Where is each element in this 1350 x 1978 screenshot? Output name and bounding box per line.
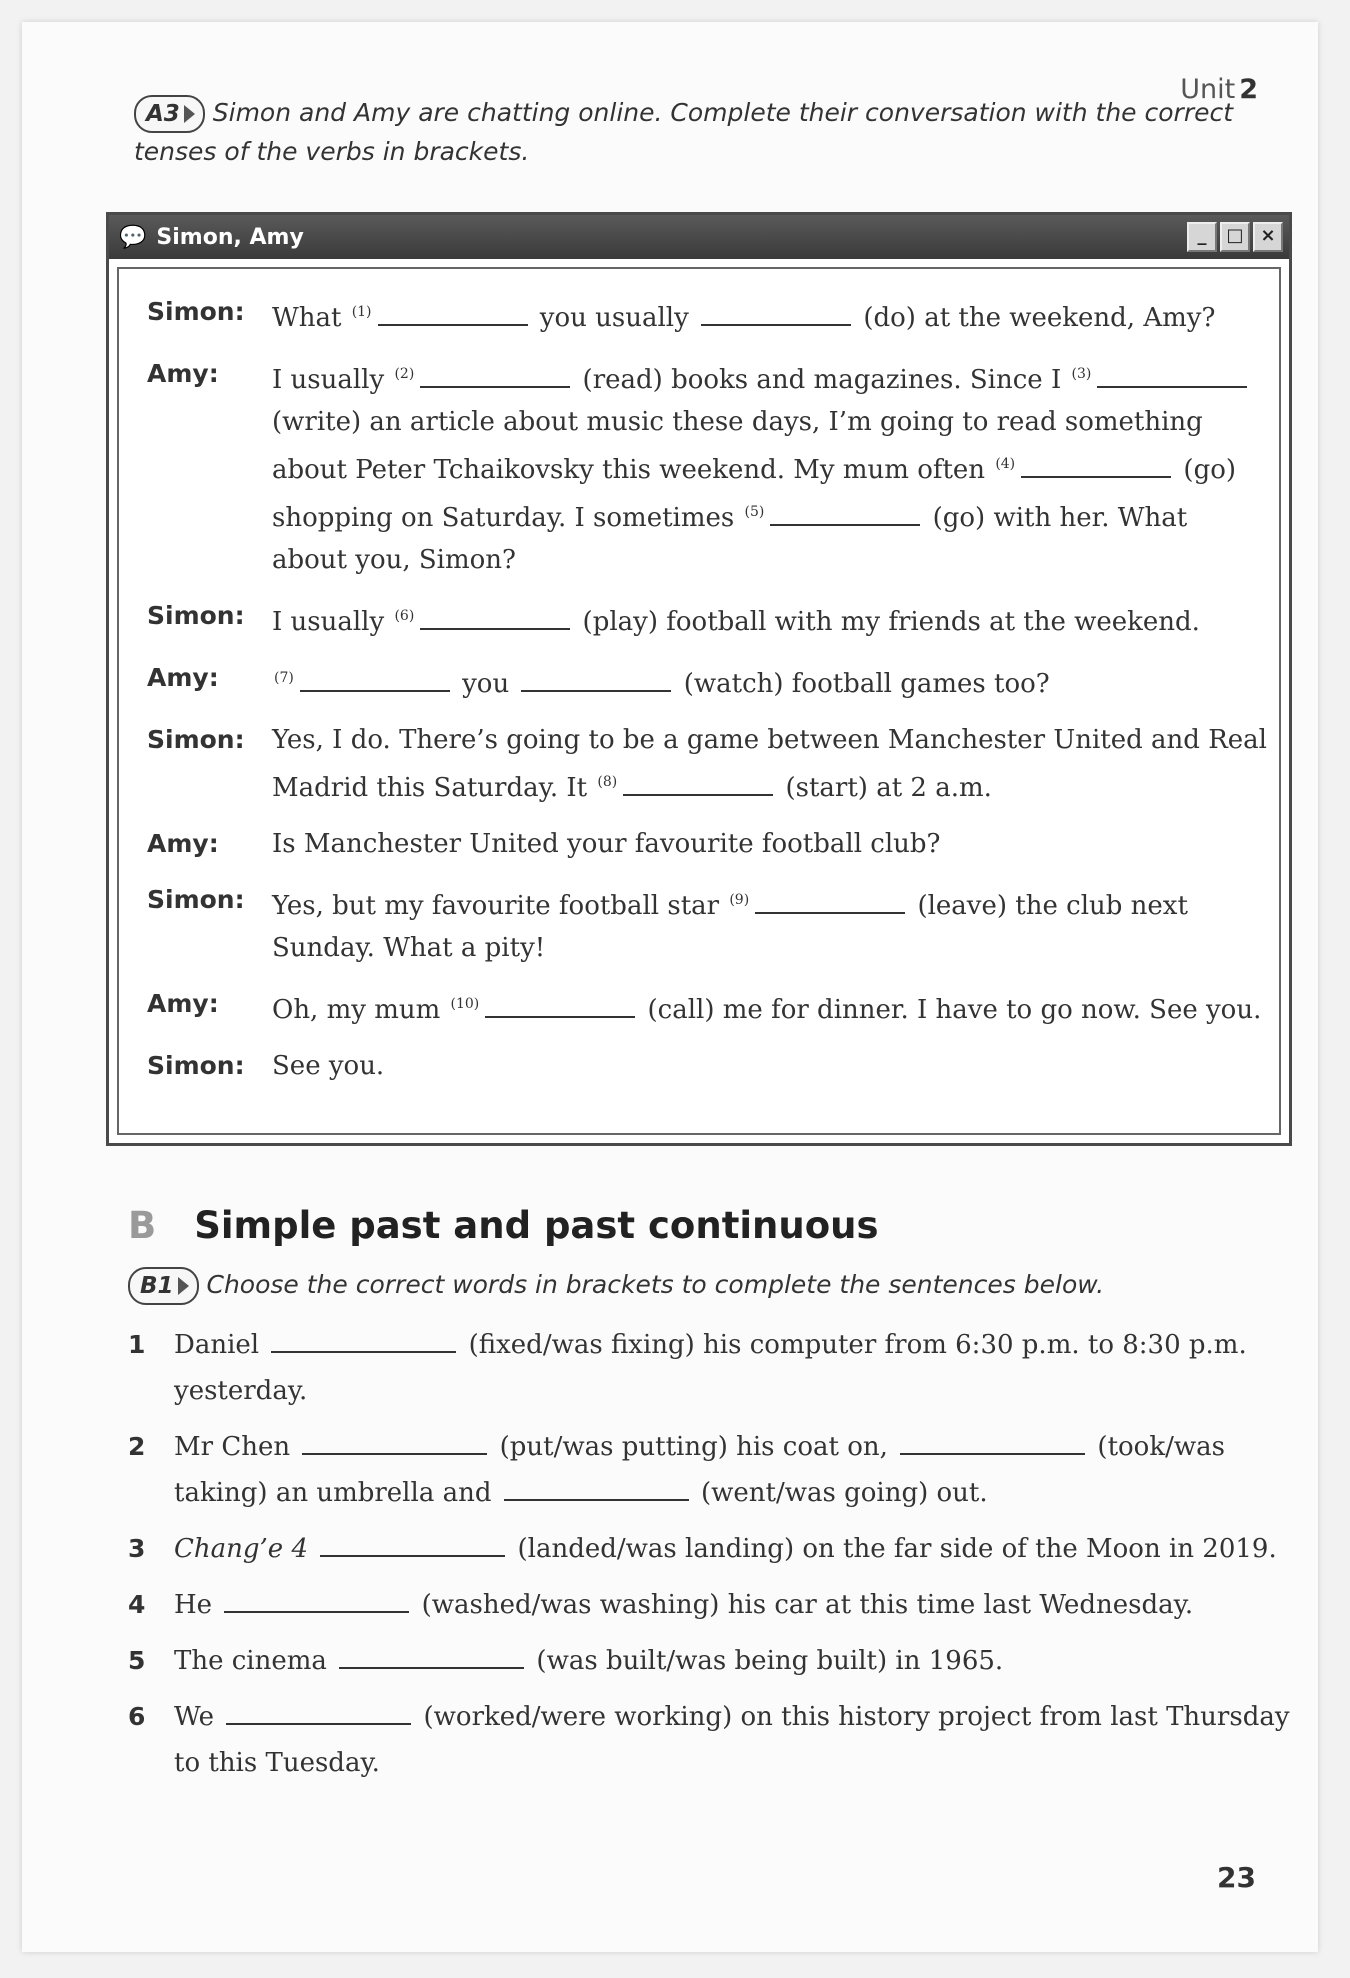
unit-number: 2 — [1239, 74, 1258, 105]
answer-blank[interactable] — [504, 1477, 689, 1501]
blank-number: (6) — [394, 608, 415, 624]
text-segment: (landed/was landing) on the far side of the Moon in 2019. — [509, 1534, 1277, 1564]
blank-number: (2) — [394, 366, 415, 382]
italic-text: Chang’e 4 — [174, 1534, 308, 1564]
section-letter: B — [128, 1204, 157, 1247]
text-segment: He — [174, 1590, 221, 1620]
blank-number: (7) — [274, 670, 294, 686]
text-segment: (leave) the club next Sunday. What a pity! — [272, 891, 1188, 963]
chat-message — [272, 291, 1215, 339]
section-title: Simple past and past continuous — [194, 1204, 879, 1247]
answer-blank[interactable] — [1021, 454, 1171, 478]
window-controls — [1187, 222, 1283, 252]
answer-blank[interactable] — [900, 1431, 1085, 1455]
badge-label: A3 — [146, 101, 180, 127]
item-number: 6 — [128, 1702, 146, 1731]
item-sentence — [174, 1526, 1277, 1572]
item-sentence — [174, 1638, 1003, 1684]
item-sentence — [174, 1694, 1298, 1786]
answer-blank[interactable] — [302, 1431, 487, 1455]
chat-message — [272, 823, 940, 865]
chat-line — [147, 353, 1267, 581]
text-segment: (was built/was being built) in 1965. — [528, 1646, 1004, 1676]
item-number: 2 — [128, 1432, 146, 1461]
answer-blank[interactable] — [226, 1701, 411, 1725]
text-segment: (go) shopping on Saturday. I sometimes — [272, 455, 1237, 533]
text-segment: (call) me for dinner. I have to go now. See you. — [639, 995, 1262, 1025]
chat-message — [272, 657, 1050, 705]
text-segment: (write) an article about music these days, I’m going to read something about Peter Tchaikovsky this weekend. My mum often — [272, 407, 1203, 485]
text-segment: (took/was taking) an umbrella and — [174, 1432, 1225, 1508]
speaker-name: Simon: — [147, 1051, 245, 1080]
chat-line — [147, 1045, 1267, 1087]
answer-blank[interactable] — [755, 890, 905, 914]
answer-blank[interactable] — [339, 1645, 524, 1669]
answer-blank[interactable] — [378, 302, 528, 326]
chat-message — [272, 595, 1200, 643]
item-number: 3 — [128, 1534, 146, 1563]
exercise-item — [128, 1638, 1298, 1684]
text-segment: Mr Chen — [174, 1432, 299, 1462]
answer-blank[interactable] — [701, 302, 851, 326]
text-segment: (worked/were working) on this history project from last Thursday to this Tuesday. — [174, 1702, 1290, 1778]
exercise-item — [128, 1322, 1298, 1414]
blank-number: (4) — [995, 456, 1016, 472]
exercise-b1-instruction — [128, 1266, 1278, 1305]
blank-number: (1) — [351, 304, 372, 320]
exercise-item — [128, 1424, 1298, 1516]
exercise-item — [128, 1526, 1298, 1572]
item-sentence — [174, 1322, 1298, 1414]
text-segment: you — [453, 669, 518, 699]
instruction-text: Simon and Amy are chatting online. Complete their conversation with the correct tenses of the verbs in brackets. — [134, 98, 1234, 166]
blank-number: (3) — [1071, 366, 1092, 382]
text-segment: (washed/was washing) his car at this time last Wednesday. — [413, 1590, 1194, 1620]
chat-message — [272, 983, 1261, 1031]
text-segment: Is Manchester United your favourite football club? — [272, 829, 941, 859]
text-segment: (play) football with my friends at the weekend. — [574, 607, 1200, 637]
chat-line — [147, 291, 1267, 339]
minimize-button[interactable]: _ — [1187, 222, 1217, 252]
blank-number: (8) — [597, 774, 618, 790]
text-segment: We — [174, 1702, 223, 1732]
chat-line — [147, 657, 1267, 705]
chat-message — [272, 879, 1267, 969]
exercise-item — [128, 1694, 1298, 1786]
workbook-page — [22, 22, 1318, 1952]
text-segment: Yes, but my favourite football star — [272, 891, 728, 921]
text-segment: See you. — [272, 1051, 385, 1081]
chat-lines — [147, 291, 1267, 1101]
section-b-heading — [128, 1204, 879, 1247]
text-segment — [308, 1534, 316, 1564]
item-number: 5 — [128, 1646, 146, 1675]
chat-window — [106, 212, 1292, 1146]
answer-blank[interactable] — [320, 1533, 505, 1557]
text-segment: Daniel — [174, 1330, 268, 1360]
speaker-name: Amy: — [147, 663, 219, 692]
text-segment: (do) at the weekend, Amy? — [855, 303, 1216, 333]
speaker-name: Simon: — [147, 601, 245, 630]
text-segment: (watch) football games too? — [675, 669, 1050, 699]
exercise-badge-a3 — [134, 95, 205, 133]
text-segment: (read) books and magazines. Since I — [574, 365, 1070, 395]
chat-titlebar — [109, 215, 1289, 259]
answer-blank[interactable] — [420, 364, 570, 388]
answer-blank[interactable] — [623, 772, 773, 796]
speaker-name: Simon: — [147, 885, 245, 914]
chat-line — [147, 983, 1267, 1031]
speaker-name: Simon: — [147, 297, 245, 326]
answer-blank[interactable] — [770, 502, 920, 526]
chat-message — [272, 1045, 384, 1087]
chat-message — [272, 719, 1267, 809]
item-sentence — [174, 1424, 1298, 1516]
blank-number: (9) — [729, 892, 750, 908]
chat-line — [147, 823, 1267, 865]
text-segment: (go) with her. What about you, Simon? — [272, 503, 1188, 575]
blank-number: (5) — [744, 504, 765, 520]
exercise-badge-b1 — [128, 1267, 199, 1305]
speaker-name: Amy: — [147, 989, 219, 1018]
text-segment: What — [272, 303, 350, 333]
speaker-name: Amy: — [147, 829, 219, 858]
close-button[interactable]: × — [1253, 222, 1283, 252]
text-segment: Yes, I do. There’s going to be a game between Manchester United and Real Madrid this Saturday. It — [272, 725, 1267, 803]
chat-line — [147, 595, 1267, 643]
chat-message — [272, 353, 1267, 581]
speaker-name: Amy: — [147, 359, 219, 388]
answer-blank[interactable] — [300, 668, 450, 692]
answer-blank[interactable] — [521, 668, 671, 692]
play-arrow-icon — [178, 1277, 189, 1295]
text-segment: I usually — [272, 365, 393, 395]
exercise-item — [128, 1582, 1298, 1628]
text-segment: I usually — [272, 607, 393, 637]
item-sentence — [174, 1582, 1193, 1628]
chat-line — [147, 879, 1267, 969]
text-segment: (start) at 2 a.m. — [777, 773, 992, 803]
chat-title: Simon, Amy — [156, 224, 304, 250]
answer-blank[interactable] — [485, 994, 635, 1018]
instruction-text: Choose the correct words in brackets to complete the sentences below. — [206, 1270, 1105, 1299]
text-segment: The cinema — [174, 1646, 336, 1676]
answer-blank[interactable] — [1097, 364, 1247, 388]
chat-body — [117, 267, 1281, 1135]
text-segment: Oh, my mum — [272, 995, 449, 1025]
text-segment: you usually — [531, 303, 698, 333]
answer-blank[interactable] — [271, 1329, 456, 1353]
chat-bubble-icon: 💬 — [119, 224, 147, 250]
text-segment: (fixed/was fixing) his computer from 6:30 p.m. to 8:30 p.m. yesterday. — [174, 1330, 1247, 1406]
text-segment: (put/was putting) his coat on, — [491, 1432, 897, 1462]
item-number: 4 — [128, 1590, 146, 1619]
speaker-name: Simon: — [147, 725, 245, 754]
answer-blank[interactable] — [420, 606, 570, 630]
item-number: 1 — [128, 1330, 146, 1359]
blank-number: (10) — [450, 996, 480, 1012]
exercise-a3-instruction — [134, 94, 1284, 171]
answer-blank[interactable] — [224, 1589, 409, 1613]
exercise-b1-items — [128, 1322, 1298, 1796]
text-segment: (went/was going) out. — [692, 1478, 988, 1508]
page-number: 23 — [1217, 1861, 1256, 1894]
maximize-button[interactable]: □ — [1220, 222, 1250, 252]
badge-label: B1 — [140, 1273, 174, 1299]
unit-word: Unit — [1180, 74, 1236, 105]
chat-line — [147, 719, 1267, 809]
play-arrow-icon — [184, 105, 195, 123]
